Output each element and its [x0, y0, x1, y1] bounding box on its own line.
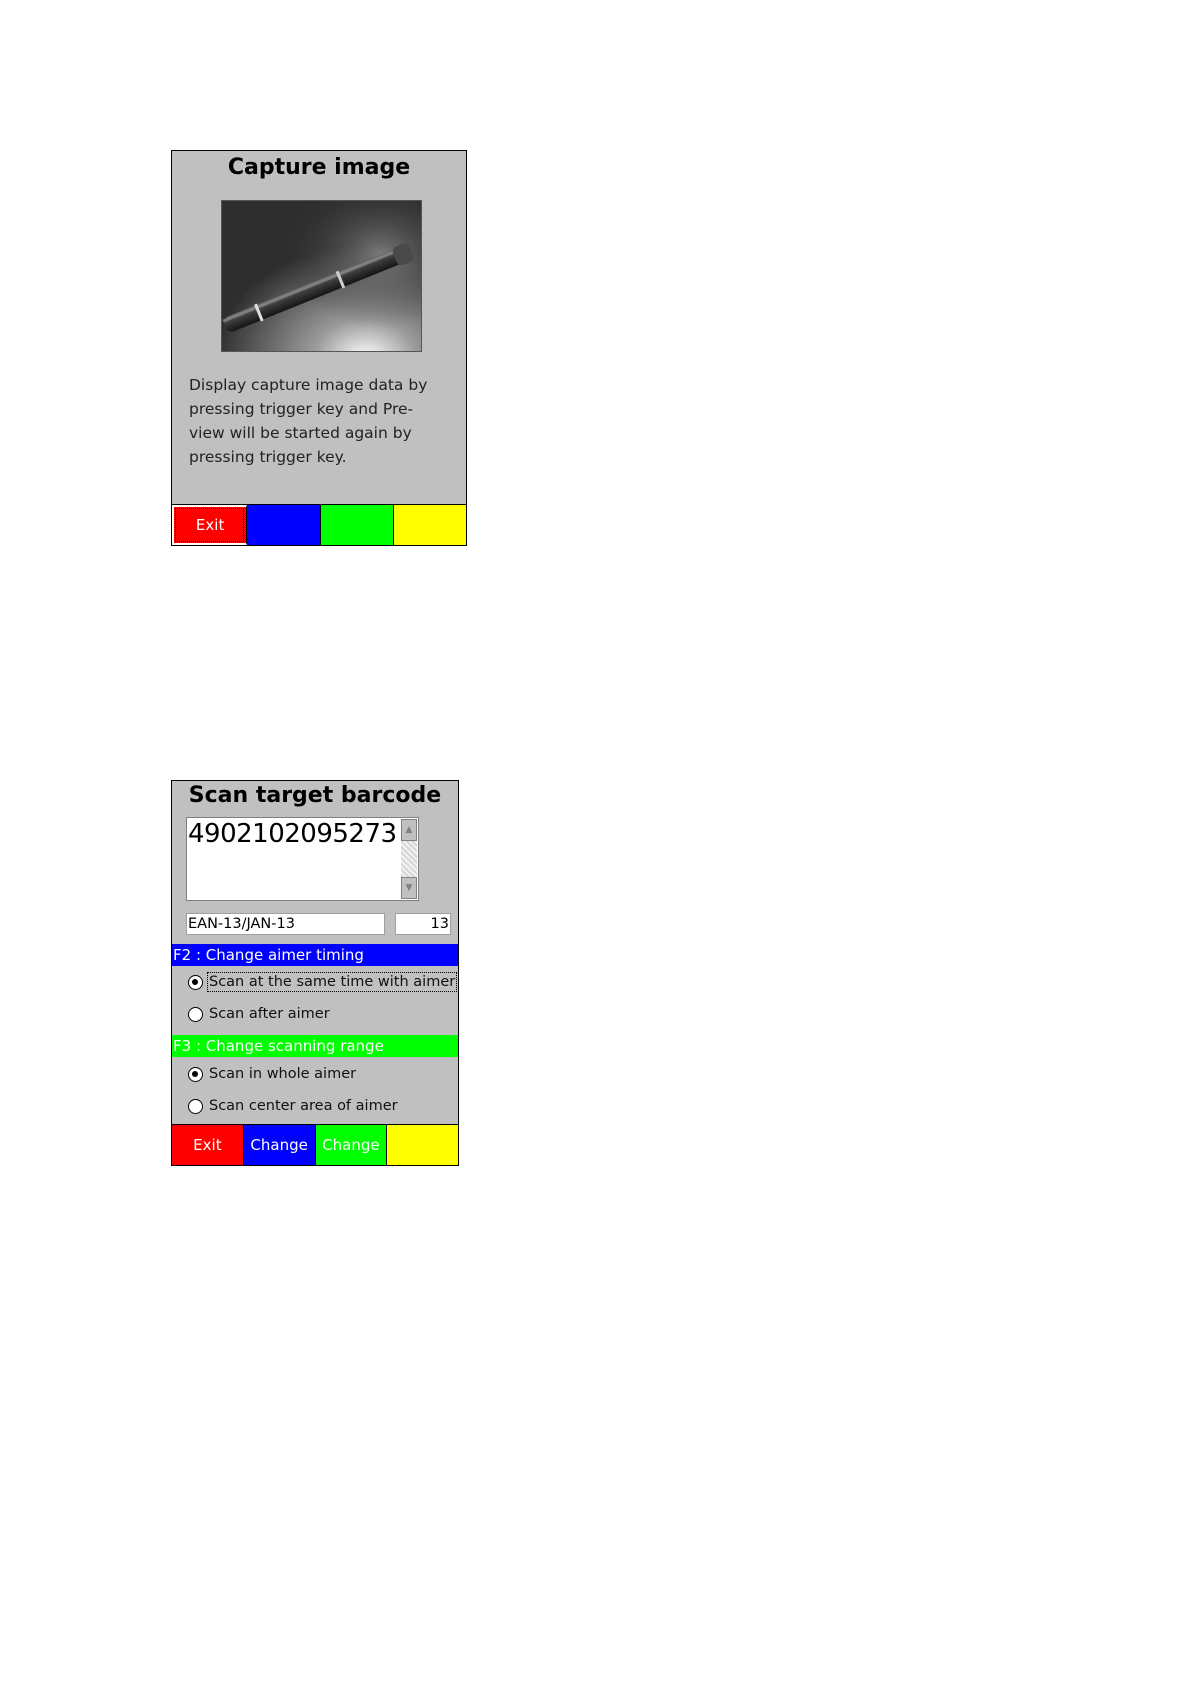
capture-function-keys	[172, 504, 466, 545]
description-line: view will be started again by	[189, 424, 412, 442]
radio-checked-icon[interactable]	[188, 1067, 203, 1082]
barcode-value: 4902102095273	[188, 819, 397, 849]
capture-preview-image	[221, 200, 422, 352]
description-line: Display capture image data by	[189, 376, 428, 394]
aimer-timing-section-header: F2 : Change aimer timing	[172, 944, 458, 966]
change-aimer-timing-button[interactable]: Change	[244, 1125, 316, 1165]
scan-function-keys	[172, 1124, 458, 1165]
f4-button[interactable]	[387, 1125, 458, 1165]
scroll-up-arrow-icon[interactable]: ▲	[401, 819, 417, 841]
f4-button[interactable]	[394, 505, 466, 545]
scroll-down-arrow-icon[interactable]: ▼	[401, 877, 417, 899]
length-field: 13	[395, 913, 451, 935]
radio-label: Scan after aimer	[209, 1006, 330, 1022]
radio-checked-icon[interactable]	[188, 975, 203, 990]
radio-unchecked-icon[interactable]	[188, 1007, 203, 1022]
barcode-result-textbox[interactable]	[186, 817, 419, 901]
exit-button[interactable]: Exit	[172, 1125, 244, 1165]
exit-button[interactable]: Exit	[172, 505, 247, 545]
radio-label: Scan at the same time with aimer	[209, 974, 456, 990]
f3-button[interactable]	[321, 505, 394, 545]
description-line: pressing trigger key.	[189, 448, 347, 466]
description-line: pressing trigger key and Pre-	[189, 400, 414, 418]
f2-button[interactable]	[247, 505, 320, 545]
radio-label: Scan in whole aimer	[209, 1066, 357, 1082]
radio-scan-after-aimer[interactable]	[188, 1006, 330, 1022]
radio-scan-whole-aimer[interactable]	[188, 1066, 356, 1082]
scanning-range-section-header: F3 : Change scanning range	[172, 1035, 458, 1057]
scan-screen-title: Scan target barcode	[188, 783, 442, 808]
vertical-scrollbar[interactable]	[401, 819, 417, 899]
capture-description	[189, 373, 449, 469]
capture-screen-title: Capture image	[227, 155, 411, 180]
symbology-field: EAN-13/JAN-13	[186, 913, 385, 935]
change-scanning-range-button[interactable]: Change	[316, 1125, 388, 1165]
radio-scan-same-time[interactable]	[188, 974, 455, 990]
radio-unchecked-icon[interactable]	[188, 1099, 203, 1114]
capture-image-screen	[171, 150, 467, 546]
pen-photo-icon	[222, 201, 421, 351]
radio-scan-center-area[interactable]	[188, 1098, 398, 1114]
radio-label: Scan center area of aimer	[209, 1098, 398, 1114]
scan-barcode-screen	[171, 780, 459, 1166]
